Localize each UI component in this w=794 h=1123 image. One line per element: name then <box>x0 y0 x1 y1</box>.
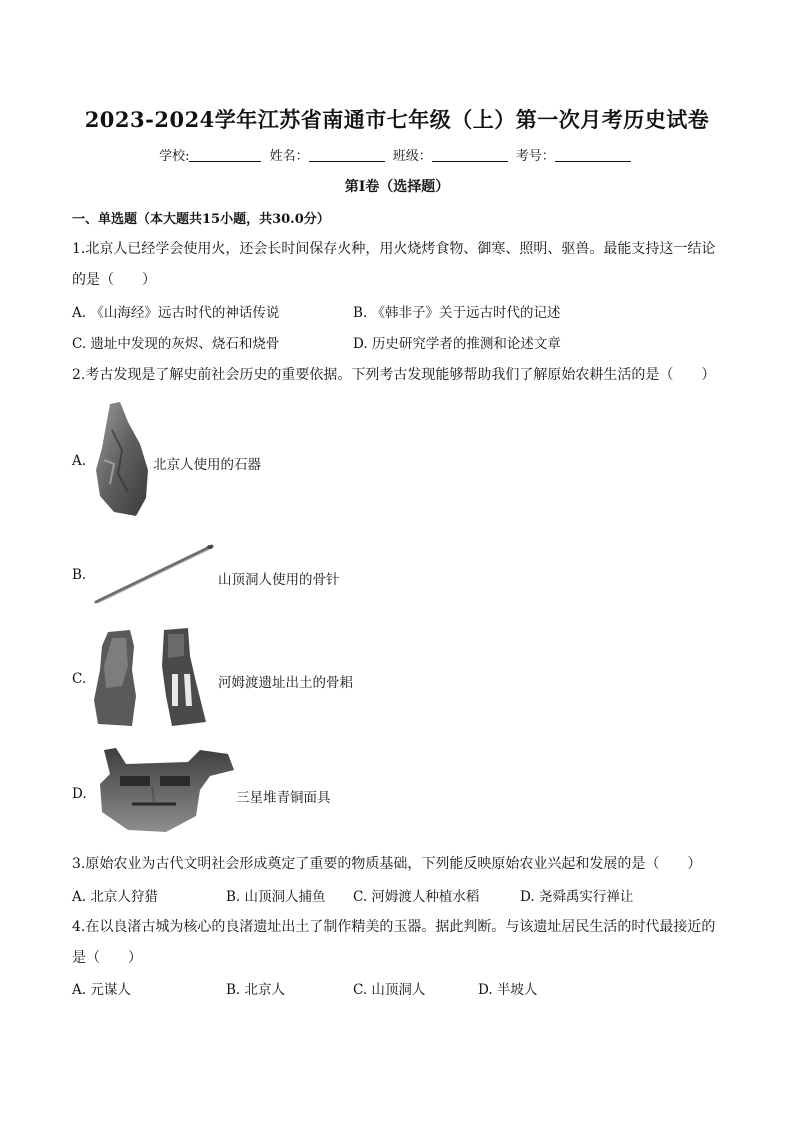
q2-option-b-caption: 山顶洞人使用的骨针 <box>218 572 340 588</box>
q1-option-a[interactable]: A. 《山海经》远古时代的神话传说 <box>72 305 280 321</box>
exam-title: 2023-2024学年江苏省南通市七年级（上）第一次月考历史试卷 <box>84 107 710 132</box>
q3-option-c[interactable]: C. 河姆渡人种植水稻 <box>353 889 480 905</box>
class-blank[interactable] <box>432 149 508 162</box>
name-label: 姓名： <box>269 149 309 164</box>
bone-needle-image <box>94 542 216 606</box>
q3-stem: 3.原始农业为古代文明社会形成奠定了重要的物质基础，下列能反映原始农业兴起和发展的是（ ） <box>72 856 702 872</box>
section-title: 第I卷（选择题） <box>344 179 450 195</box>
q1-stem-line1: 1.北京人已经学会使用火，还会长时间保存火种，用火烧烤食物、御寒、照明、驱兽。最能支持这一结论 <box>72 241 716 257</box>
q1-option-d[interactable]: D. 历史研究学者的推测和论述文章 <box>353 336 561 352</box>
student-info-line <box>0 145 794 164</box>
q2-option-c-letter[interactable]: C. <box>72 671 87 687</box>
q4-stem-line1: 4.在以良渚古城为核心的良渚遗址出土了制作精美的玉器。据此判断。与该遗址居民生活的时代最接近的 <box>72 919 716 935</box>
q1-option-c[interactable]: C. 遗址中发现的灰烬、烧石和烧骨 <box>72 336 280 352</box>
part-header: 一、单选题（本大题共15小题，共30.0分） <box>72 212 330 227</box>
stone-tool-image <box>92 400 152 520</box>
q4-option-b[interactable]: B. 北京人 <box>226 982 286 998</box>
q3-option-a[interactable]: A. 北京人狩猎 <box>72 889 158 905</box>
school-blank[interactable] <box>189 149 261 162</box>
q2-stem: 2.考古发现是了解史前社会历史的重要依据。下列考古发现能够帮助我们了解原始农耕生活的是（ ） <box>72 367 716 383</box>
q2-option-c-caption: 河姆渡遗址出土的骨耜 <box>218 675 353 691</box>
q1-option-b[interactable]: B. 《韩非子》关于远古时代的记述 <box>353 305 561 321</box>
q1-stem-line2: 的是（ ） <box>72 272 156 288</box>
bone-spade-image <box>92 626 218 730</box>
q4-stem-line2: 是（ ） <box>72 950 142 966</box>
class-label: 班级： <box>392 149 432 164</box>
exam-no-label: 考号： <box>515 149 555 164</box>
q3-option-b[interactable]: B. 山顶洞人捕鱼 <box>226 889 326 905</box>
q2-option-a-caption: 北京人使用的石器 <box>153 457 261 473</box>
q2-option-a-letter[interactable]: A. <box>72 453 87 469</box>
q2-option-d-caption: 三星堆青铜面具 <box>236 790 331 806</box>
name-blank[interactable] <box>309 149 385 162</box>
q2-option-d-letter[interactable]: D. <box>72 786 87 802</box>
school-label: 学校: <box>159 149 190 164</box>
q4-option-a[interactable]: A. 元谋人 <box>72 982 131 998</box>
q4-option-c[interactable]: C. 山顶洞人 <box>353 982 426 998</box>
q2-option-b-letter[interactable]: B. <box>72 567 87 583</box>
q3-option-d[interactable]: D. 尧舜禹实行禅让 <box>520 889 634 905</box>
q4-option-d[interactable]: D. 半坡人 <box>478 982 538 998</box>
exam-no-blank[interactable] <box>555 149 631 162</box>
bronze-mask-image <box>96 746 236 836</box>
